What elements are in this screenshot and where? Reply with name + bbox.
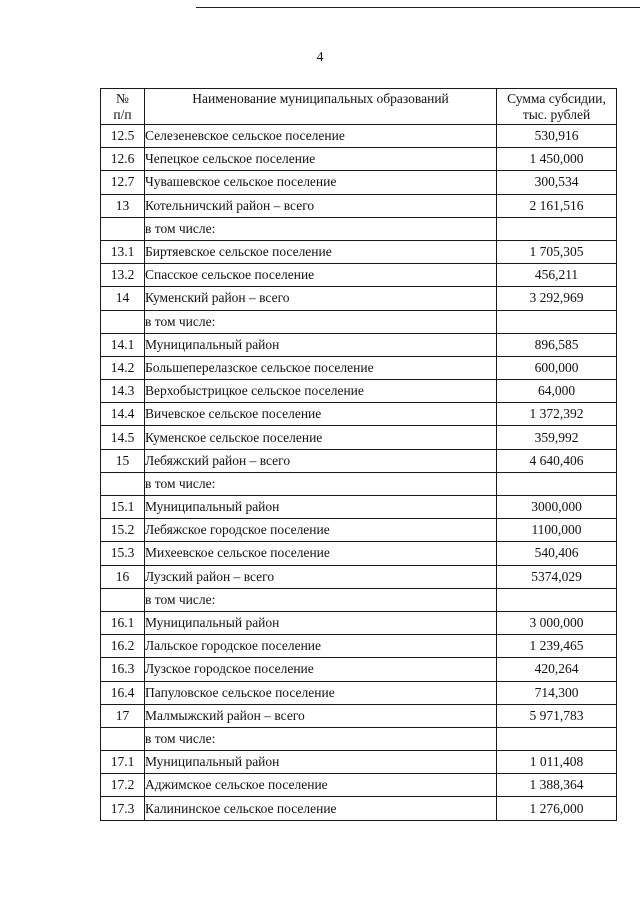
table-row [101,287,617,310]
table-row [101,310,617,333]
row-municipality-name: Куменское сельское поселение [145,426,497,449]
row-number: 16.2 [101,635,145,658]
row-subsidy-sum: 1 011,408 [497,751,617,774]
row-municipality-name: Малмыжский район – всего [145,704,497,727]
header-sum-line2: тыс. рублей [522,106,591,122]
row-subsidy-sum: 64,000 [497,380,617,403]
table-row [101,797,617,820]
header-number [101,89,145,125]
table-row [101,519,617,542]
table-row [101,148,617,171]
row-municipality-name: Лальское городское поселение [145,635,497,658]
row-municipality-name: Чувашевское сельское поселение [145,171,497,194]
row-number: 14.3 [101,380,145,403]
row-number: 17.3 [101,797,145,820]
row-number: 14.1 [101,333,145,356]
row-number: 16.4 [101,681,145,704]
row-subsidy-sum [497,472,617,495]
row-number: 15.1 [101,496,145,519]
row-subsidy-sum: 420,264 [497,658,617,681]
row-municipality-name: Куменский район – всего [145,287,497,310]
row-subsidy-sum: 1 388,364 [497,774,617,797]
row-municipality-name: Большеперелазское сельское поселение [145,356,497,379]
row-municipality-name: в том числе: [145,588,497,611]
table-row [101,588,617,611]
subsidy-table [100,88,617,821]
row-municipality-name: Муниципальный район [145,611,497,634]
row-number: 15 [101,449,145,472]
row-number: 14.5 [101,426,145,449]
row-municipality-name: Котельничский район – всего [145,194,497,217]
row-subsidy-sum: 2 161,516 [497,194,617,217]
row-number: 14.2 [101,356,145,379]
row-municipality-name: Спасское сельское поселение [145,264,497,287]
row-number: 12.7 [101,171,145,194]
table-header-row [101,89,617,125]
header-name [145,89,497,125]
row-number: 12.6 [101,148,145,171]
row-municipality-name: Михеевское сельское поселение [145,542,497,565]
row-subsidy-sum: 1 705,305 [497,240,617,263]
row-municipality-name: Верхобыстрицкое сельское поселение [145,380,497,403]
table-row [101,380,617,403]
row-municipality-name: Аджимское сельское поселение [145,774,497,797]
row-number [101,588,145,611]
row-number [101,310,145,333]
row-number: 16 [101,565,145,588]
table-row [101,426,617,449]
row-subsidy-sum: 540,406 [497,542,617,565]
row-subsidy-sum: 3000,000 [497,496,617,519]
header-number-line2: п/п [113,106,132,122]
table-row [101,496,617,519]
row-municipality-name: в том числе: [145,727,497,750]
table-row [101,217,617,240]
row-number: 15.2 [101,519,145,542]
row-number [101,727,145,750]
table-row [101,658,617,681]
row-municipality-name: в том числе: [145,472,497,495]
page-number: 4 [316,50,324,65]
row-subsidy-sum: 1 372,392 [497,403,617,426]
table-row [101,704,617,727]
table-row [101,635,617,658]
row-subsidy-sum: 4 640,406 [497,449,617,472]
row-subsidy-sum: 1 276,000 [497,797,617,820]
table-row [101,403,617,426]
row-subsidy-sum: 359,992 [497,426,617,449]
table-row [101,125,617,148]
table-row [101,333,617,356]
row-municipality-name: Лебяжское городское поселение [145,519,497,542]
row-subsidy-sum: 456,211 [497,264,617,287]
row-number [101,217,145,240]
row-number: 14.4 [101,403,145,426]
row-municipality-name: Селезеневское сельское поселение [145,125,497,148]
row-municipality-name: Муниципальный район [145,751,497,774]
table-row [101,264,617,287]
row-municipality-name: Муниципальный район [145,333,497,356]
table-row [101,171,617,194]
row-subsidy-sum [497,727,617,750]
row-municipality-name: в том числе: [145,310,497,333]
row-subsidy-sum: 5374,029 [497,565,617,588]
table-row [101,356,617,379]
table-row [101,611,617,634]
row-municipality-name: Вичевское сельское поселение [145,403,497,426]
table-row [101,542,617,565]
row-number: 16.1 [101,611,145,634]
row-subsidy-sum: 1100,000 [497,519,617,542]
row-number: 13.2 [101,264,145,287]
table-row [101,681,617,704]
row-municipality-name: Лузское городское поселение [145,658,497,681]
table-row [101,751,617,774]
row-municipality-name: Лузский район – всего [145,565,497,588]
header-sum [497,89,617,125]
row-number: 14 [101,287,145,310]
header-sum-line1: Сумма субсидии, [507,90,606,106]
row-municipality-name: Папуловское сельское поселение [145,681,497,704]
row-number: 13 [101,194,145,217]
table-row [101,727,617,750]
row-subsidy-sum: 5 971,783 [497,704,617,727]
row-subsidy-sum [497,310,617,333]
table-row [101,194,617,217]
table-row [101,472,617,495]
header-number-line1: № [116,90,129,106]
row-subsidy-sum: 1 450,000 [497,148,617,171]
row-number [101,472,145,495]
row-municipality-name: Чепецкое сельское поселение [145,148,497,171]
row-number: 17 [101,704,145,727]
row-municipality-name: Калининское сельское поселение [145,797,497,820]
table-row [101,565,617,588]
row-number: 16.3 [101,658,145,681]
row-subsidy-sum [497,588,617,611]
header-name-text: Наименование муниципальных образований [192,91,449,106]
row-subsidy-sum: 1 239,465 [497,635,617,658]
row-number: 17.2 [101,774,145,797]
row-municipality-name: Биртяевское сельское поселение [145,240,497,263]
row-subsidy-sum: 3 000,000 [497,611,617,634]
table-row [101,449,617,472]
row-municipality-name: в том числе: [145,217,497,240]
table-row [101,240,617,263]
row-subsidy-sum: 300,534 [497,171,617,194]
row-municipality-name: Муниципальный район [145,496,497,519]
top-rule [196,7,640,8]
row-number: 12.5 [101,125,145,148]
row-number: 13.1 [101,240,145,263]
row-municipality-name: Лебяжский район – всего [145,449,497,472]
row-subsidy-sum: 896,585 [497,333,617,356]
row-subsidy-sum [497,217,617,240]
row-number: 15.3 [101,542,145,565]
row-subsidy-sum: 530,916 [497,125,617,148]
table-row [101,774,617,797]
row-subsidy-sum: 600,000 [497,356,617,379]
table-body [101,125,617,821]
row-subsidy-sum: 3 292,969 [497,287,617,310]
row-number: 17.1 [101,751,145,774]
row-subsidy-sum: 714,300 [497,681,617,704]
